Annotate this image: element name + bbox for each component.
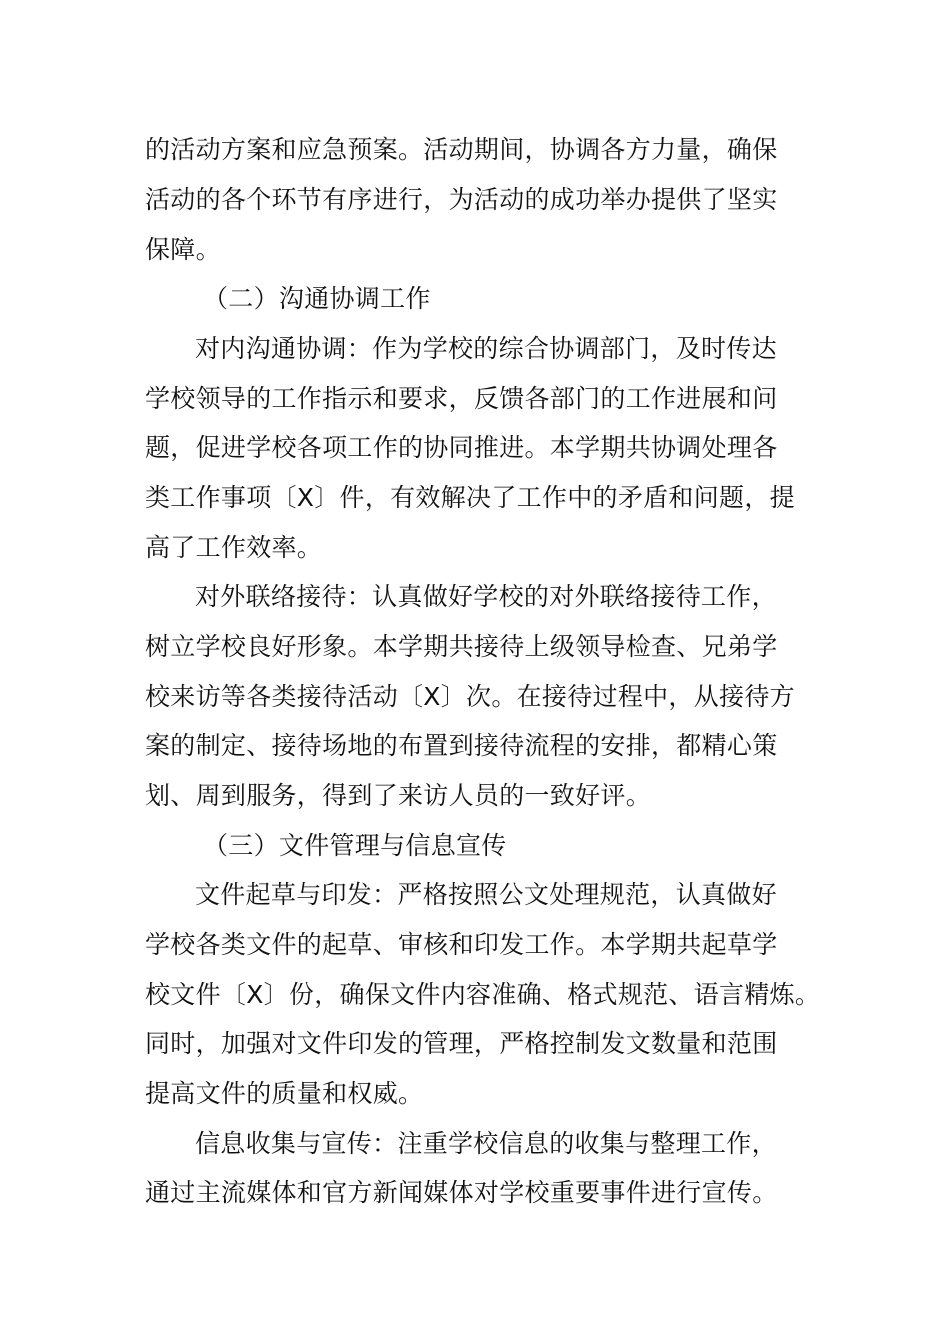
body-text-line: 通过主流媒体和官方新闻媒体对学校重要事件进行宣传。 [145,1178,778,1207]
body-text-line: 活动的各个环节有序进行，为活动的成功举办提供了坚实 [145,185,778,214]
body-text-line: 类工作事项〔X〕件，有效解决了工作中的矛盾和问题，提 [145,483,795,512]
body-text-line: 同时，加强对文件印发的管理，严格控制发文数量和范围 [145,1029,778,1058]
paragraph-start-line: 信息收集与宣传：注重学校信息的收集与整理工作， [195,1129,777,1158]
body-text-line: 校文件〔X〕份，确保文件内容准确、格式规范、语言精炼。 [145,980,821,1009]
body-text-line: 高了工作效率。 [145,533,323,562]
section-heading-2: （二）沟通协调工作 [203,284,431,313]
body-text-line: 的活动方案和应急预案。活动期间，协调各方力量，确保 [145,135,778,164]
body-text-line: 学校领导的工作指示和要求，反馈各部门的工作进展和问 [145,384,778,413]
paragraph-start-line: 对外联络接待：认真做好学校的对外联络接待工作， [195,582,777,611]
body-text-line: 学校各类文件的起草、审核和印发工作。本学期共起草学 [145,930,778,959]
paragraph-start-line: 文件起草与印发：严格按照公文处理规范，认真做好 [195,880,777,909]
body-text-line: 题，促进学校各项工作的协同推进。本学期共协调处理各 [145,433,778,462]
body-text-line: 案的制定、接待场地的布置到接待流程的安排，都精心策 [145,731,778,760]
body-text-line: 校来访等各类接待活动〔X〕次。在接待过程中，从接待方 [145,682,795,711]
body-text-line: 保障。 [145,235,221,264]
body-text-line: 提高文件的质量和权威。 [145,1079,424,1108]
section-heading-3: （三）文件管理与信息宣传 [203,831,507,860]
body-text-line: 划、周到服务，得到了来访人员的一致好评。 [145,781,652,810]
body-text-line: 树立学校良好形象。本学期共接待上级领导检查、兄弟学 [145,632,778,661]
paragraph-start-line: 对内沟通协调：作为学校的综合协调部门，及时传达 [195,334,777,363]
